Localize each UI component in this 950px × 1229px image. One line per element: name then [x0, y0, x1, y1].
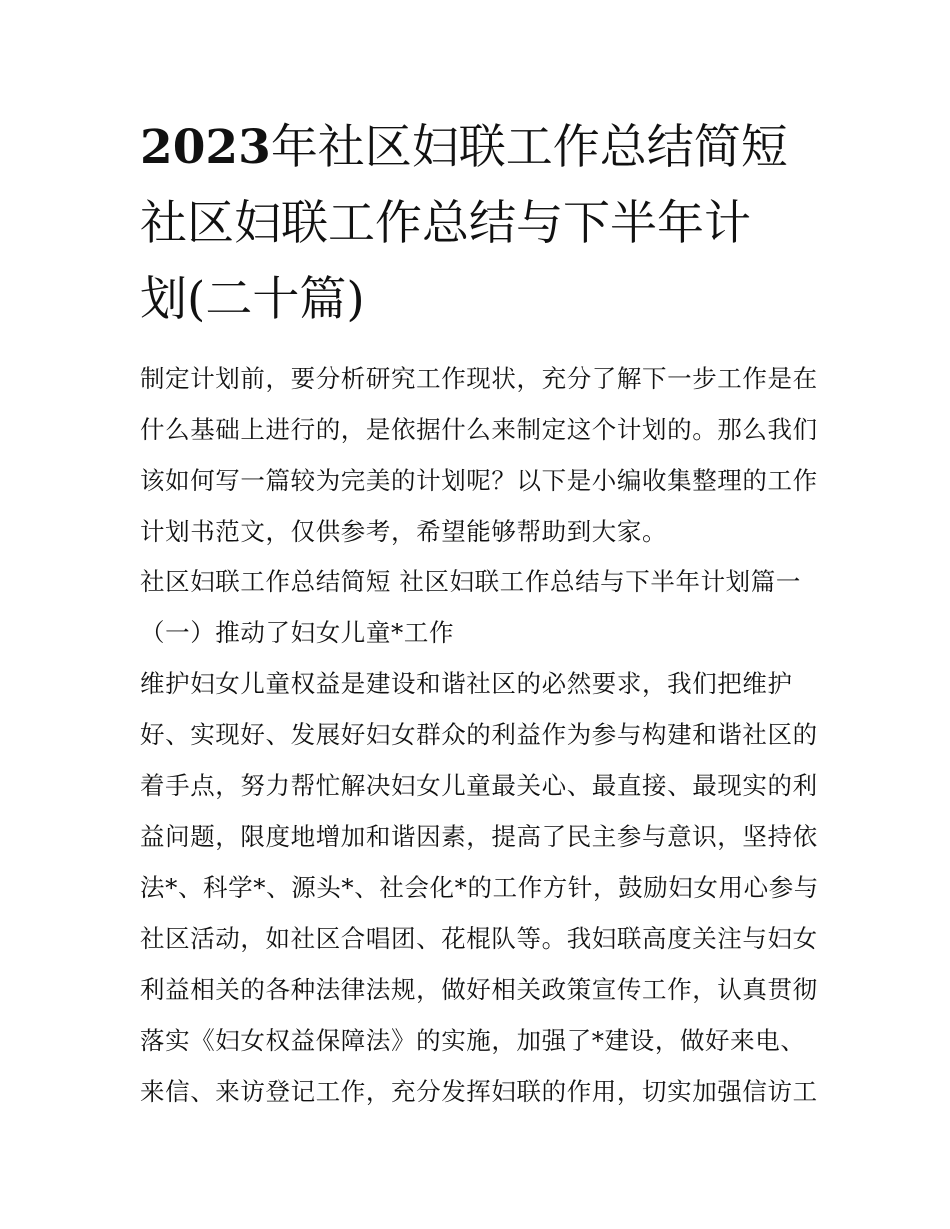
body-line-12: 社区活动，如社区合唱团、花棍队等。我妇联高度关注与妇女 — [140, 924, 818, 953]
body-line-7: 维护妇女儿童权益是建设和谐社区的必然要求，我们把维护 — [140, 669, 793, 698]
title-line-1-rest: 年社区妇联工作总结简短 — [270, 120, 788, 175]
body-line-4: 计划书范文，仅供参考，希望能够帮助到大家。 — [140, 517, 668, 546]
body-line-15: 来信、来访登记工作，充分发挥妇联的作用，切实加强信访工 — [140, 1077, 818, 1106]
body-line-9: 着手点，努力帮忙解决妇女儿童最关心、最直接、最现实的利 — [140, 771, 818, 800]
body-line-3: 该如何写一篇较为完美的计划呢？以下是小编收集整理的工作 — [140, 466, 818, 495]
section-heading: 社区妇联工作总结简短 社区妇联工作总结与下半年计划篇一 — [140, 567, 801, 596]
subsection-heading: （一）推动了妇女儿童*工作 — [140, 618, 455, 647]
title-year: 2023 — [140, 120, 271, 175]
document-title-line-3: 划(二十篇) — [140, 272, 365, 327]
document-title-line-2: 社区妇联工作总结与下半年计 — [140, 196, 751, 251]
body-line-2: 什么基础上进行的，是依据什么来制定这个计划的。那么我们 — [140, 415, 818, 444]
body-line-1: 制定计划前，要分析研究工作现状，充分了解下一步工作是在 — [140, 364, 818, 393]
body-line-8: 好、实现好、发展好妇女群众的利益作为参与构建和谐社区的 — [140, 720, 818, 749]
body-line-11: 法*、科学*、源头*、社会化*的工作方针，鼓励妇女用心参与 — [140, 873, 819, 902]
body-line-14: 落实《妇女权益保障法》的实施，加强了*建设，做好来电、 — [140, 1026, 806, 1055]
body-line-13: 利益相关的各种法律法规，做好相关政策宣传工作，认真贯彻 — [140, 975, 818, 1004]
document-title-line-1 — [140, 120, 788, 176]
body-line-10: 益问题，限度地增加和谐因素，提高了民主参与意识，坚持依 — [140, 822, 818, 851]
